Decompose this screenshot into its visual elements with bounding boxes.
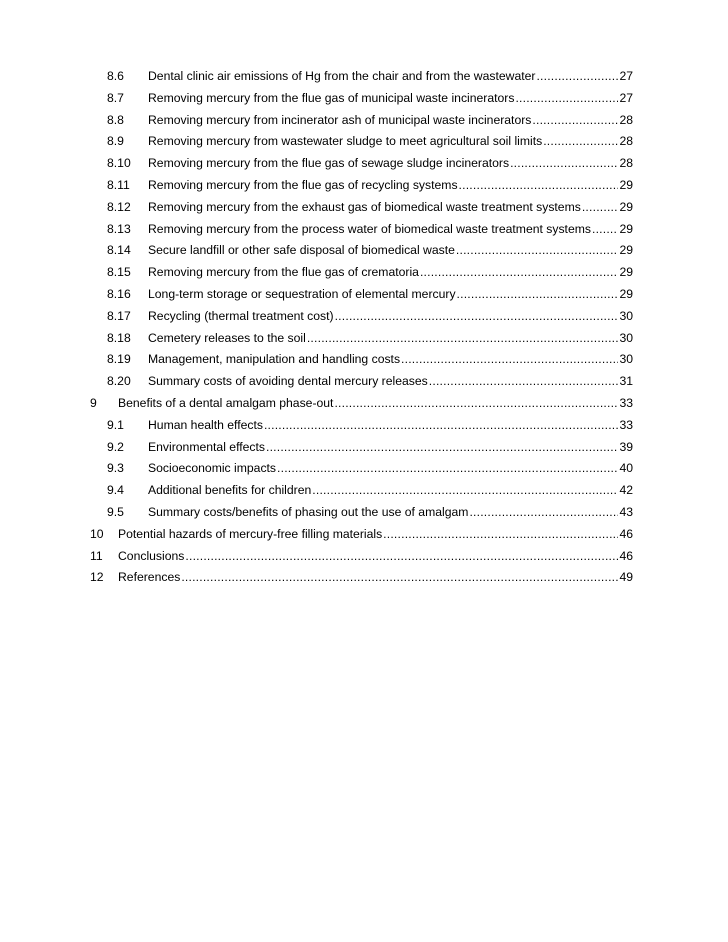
toc-entry-title: Removing mercury from the flue gas of municipal waste incinerators bbox=[148, 90, 515, 105]
toc-entry[interactable] bbox=[0, 219, 728, 241]
toc-entry-number: 12 bbox=[90, 570, 104, 585]
toc-entry-page: 33 bbox=[619, 395, 633, 410]
toc-entry-number: 9.2 bbox=[107, 439, 124, 454]
toc-entry[interactable] bbox=[0, 393, 728, 415]
toc-entry-number: 8.12 bbox=[107, 199, 131, 214]
toc-entry-number: 10 bbox=[90, 526, 104, 541]
toc-entry-title: Summary costs/benefits of phasing out the use of amalgam bbox=[148, 504, 469, 519]
toc-entry-title: Removing mercury from incinerator ash of municipal waste incinerators bbox=[148, 112, 532, 127]
toc-dot-leader bbox=[469, 502, 618, 524]
toc-entry-title: Removing mercury from the exhaust gas of biomedical waste treatment systems bbox=[148, 199, 581, 214]
toc-entry-number: 9.1 bbox=[107, 417, 124, 432]
toc-entry-number: 8.13 bbox=[107, 221, 131, 236]
toc-entry-title: Removing mercury from wastewater sludge to meet agricultural soil limits bbox=[148, 134, 543, 149]
toc-entry[interactable] bbox=[0, 110, 728, 132]
toc-entry[interactable] bbox=[0, 240, 728, 262]
toc-entry-title: Socioeconomic impacts bbox=[148, 461, 277, 476]
toc-entry-page: 30 bbox=[619, 308, 633, 323]
toc-entry-number: 8.19 bbox=[107, 352, 131, 367]
toc-dot-leader bbox=[515, 88, 618, 110]
toc-dot-leader bbox=[459, 175, 619, 197]
toc-entry-page: 29 bbox=[619, 243, 633, 258]
toc-entry[interactable] bbox=[0, 458, 728, 480]
toc-dot-leader bbox=[420, 262, 619, 284]
toc-dot-leader bbox=[582, 197, 619, 219]
toc-dot-leader bbox=[401, 349, 618, 371]
toc-dot-leader bbox=[536, 66, 618, 88]
toc-entry-title: Secure landfill or other safe disposal of biomedical waste bbox=[148, 243, 455, 258]
toc-dot-leader bbox=[457, 284, 619, 306]
toc-entry[interactable] bbox=[0, 131, 728, 153]
toc-entry[interactable] bbox=[0, 480, 728, 502]
toc-entry-title: Removing mercury from the flue gas of crematoria bbox=[148, 265, 419, 280]
toc-entry-title: References bbox=[118, 570, 181, 585]
toc-entry-number: 8.11 bbox=[107, 177, 130, 192]
toc-entry-page: 29 bbox=[619, 265, 633, 280]
toc-entry-number: 9.4 bbox=[107, 483, 124, 498]
toc-entry-line bbox=[148, 306, 633, 328]
toc-entry-page: 33 bbox=[619, 417, 633, 432]
toc-dot-leader bbox=[510, 153, 618, 175]
toc-entry-number: 11 bbox=[90, 548, 103, 563]
toc-entry-page: 49 bbox=[619, 570, 633, 585]
toc-entry-line bbox=[148, 349, 633, 371]
toc-entry[interactable] bbox=[0, 88, 728, 110]
toc-entry-line bbox=[148, 415, 633, 437]
toc-entry-title: Recycling (thermal treatment cost) bbox=[148, 308, 334, 323]
toc-dot-leader bbox=[307, 328, 619, 350]
toc-entry[interactable] bbox=[0, 328, 728, 350]
toc-entry-number: 8.16 bbox=[107, 286, 131, 301]
toc-entry-line bbox=[148, 262, 633, 284]
toc-entry-page: 42 bbox=[619, 483, 633, 498]
toc-entry-page: 28 bbox=[619, 112, 633, 127]
toc-entry-page: 30 bbox=[619, 330, 633, 345]
toc-entry-title: Additional benefits for children bbox=[148, 483, 312, 498]
toc-entry-number: 9.3 bbox=[107, 461, 124, 476]
toc-entry-line bbox=[148, 458, 633, 480]
toc-entry-number: 8.18 bbox=[107, 330, 131, 345]
toc-entry-page: 29 bbox=[619, 199, 633, 214]
toc-entry-line bbox=[148, 284, 633, 306]
toc-entry-line bbox=[118, 567, 633, 589]
toc-entry-page: 29 bbox=[619, 286, 633, 301]
toc-dot-leader bbox=[181, 567, 618, 589]
toc-entry-title: Cemetery releases to the soil bbox=[148, 330, 306, 345]
toc-entry-number: 8.9 bbox=[107, 134, 124, 149]
toc-entry[interactable] bbox=[0, 415, 728, 437]
toc-entry[interactable] bbox=[0, 197, 728, 219]
toc-entry-line bbox=[118, 524, 633, 546]
toc-entry[interactable] bbox=[0, 284, 728, 306]
toc-entry-page: 28 bbox=[619, 156, 633, 171]
toc-entry[interactable] bbox=[0, 371, 728, 393]
toc-entry-title: Potential hazards of mercury-free filling materials bbox=[118, 526, 383, 541]
toc-entry-title: Management, manipulation and handling costs bbox=[148, 352, 401, 367]
toc-entry-line bbox=[148, 153, 633, 175]
table-of-contents bbox=[0, 66, 728, 589]
toc-entry[interactable] bbox=[0, 175, 728, 197]
toc-entry-page: 43 bbox=[619, 504, 633, 519]
toc-entry-line bbox=[148, 219, 633, 241]
toc-entry-number: 8.10 bbox=[107, 156, 131, 171]
toc-entry-page: 39 bbox=[619, 439, 633, 454]
toc-dot-leader bbox=[383, 524, 618, 546]
toc-dot-leader bbox=[185, 546, 618, 568]
toc-entry[interactable] bbox=[0, 567, 728, 589]
toc-entry[interactable] bbox=[0, 153, 728, 175]
toc-entry-page: 46 bbox=[619, 548, 633, 563]
toc-entry-line bbox=[148, 437, 633, 459]
toc-entry-number: 8.8 bbox=[107, 112, 124, 127]
toc-entry[interactable] bbox=[0, 66, 728, 88]
toc-dot-leader bbox=[335, 306, 619, 328]
toc-entry-line bbox=[118, 393, 633, 415]
toc-entry-page: 40 bbox=[619, 461, 633, 476]
toc-entry-line bbox=[148, 480, 633, 502]
toc-entry-title: Removing mercury from the flue gas of recycling systems bbox=[148, 177, 458, 192]
toc-dot-leader bbox=[312, 480, 618, 502]
toc-entry-page: 30 bbox=[619, 352, 633, 367]
toc-entry-page: 46 bbox=[619, 526, 633, 541]
toc-entry[interactable] bbox=[0, 502, 728, 524]
toc-entry-line bbox=[148, 371, 633, 393]
toc-entry[interactable] bbox=[0, 349, 728, 371]
toc-entry-number: 8.17 bbox=[107, 308, 131, 323]
toc-dot-leader bbox=[429, 371, 619, 393]
toc-entry[interactable] bbox=[0, 524, 728, 546]
toc-entry-line bbox=[118, 546, 633, 568]
toc-dot-leader bbox=[277, 458, 618, 480]
toc-entry-page: 27 bbox=[619, 90, 633, 105]
toc-entry-page: 31 bbox=[619, 374, 633, 389]
toc-entry-number: 8.15 bbox=[107, 265, 131, 280]
toc-entry-title: Dental clinic air emissions of Hg from the chair and from the wastewater bbox=[148, 69, 536, 83]
toc-entry-title: Long-term storage or sequestration of elemental mercury bbox=[148, 286, 456, 301]
toc-entry-line bbox=[148, 88, 633, 110]
toc-entry-line bbox=[148, 110, 633, 132]
toc-entry-title: Benefits of a dental amalgam phase-out bbox=[118, 395, 334, 410]
toc-entry[interactable] bbox=[0, 262, 728, 284]
toc-entry[interactable] bbox=[0, 306, 728, 328]
toc-entry-page: 28 bbox=[619, 134, 633, 149]
toc-entry-title: Human health effects bbox=[148, 417, 263, 432]
toc-entry-title: Summary costs of avoiding dental mercury releases bbox=[148, 374, 428, 389]
toc-entry-number: 8.14 bbox=[107, 243, 131, 258]
toc-entry-title: Conclusions bbox=[118, 548, 185, 563]
toc-entry-title: Environmental effects bbox=[148, 439, 265, 454]
toc-entry[interactable] bbox=[0, 437, 728, 459]
toc-entry-number: 8.7 bbox=[107, 90, 124, 105]
toc-entry-line bbox=[148, 197, 633, 219]
toc-dot-leader bbox=[266, 437, 618, 459]
toc-entry-line bbox=[148, 175, 633, 197]
toc-entry-line bbox=[148, 131, 633, 153]
toc-entry-page: 29 bbox=[619, 221, 633, 236]
toc-entry-line bbox=[148, 328, 633, 350]
toc-entry-line bbox=[148, 502, 633, 524]
toc-entry-number: 8.20 bbox=[107, 374, 131, 389]
toc-dot-leader bbox=[334, 393, 618, 415]
toc-entry-title: Removing mercury from the flue gas of sewage sludge incinerators bbox=[148, 156, 510, 171]
toc-dot-leader bbox=[532, 110, 618, 132]
toc-entry-page: 29 bbox=[619, 177, 633, 192]
toc-entry-number: 8.6 bbox=[107, 69, 124, 83]
toc-entry-line bbox=[148, 66, 633, 88]
toc-entry-number: 9 bbox=[90, 395, 97, 410]
toc-entry-page: 27 bbox=[619, 69, 633, 83]
toc-dot-leader bbox=[592, 219, 618, 241]
toc-dot-leader bbox=[264, 415, 618, 437]
toc-dot-leader bbox=[543, 131, 618, 153]
toc-entry-number: 9.5 bbox=[107, 504, 124, 519]
toc-dot-leader bbox=[456, 240, 619, 262]
toc-entry[interactable] bbox=[0, 546, 728, 568]
toc-entry-title: Removing mercury from the process water of biomedical waste treatment systems bbox=[148, 221, 591, 236]
toc-entry-line bbox=[148, 240, 633, 262]
